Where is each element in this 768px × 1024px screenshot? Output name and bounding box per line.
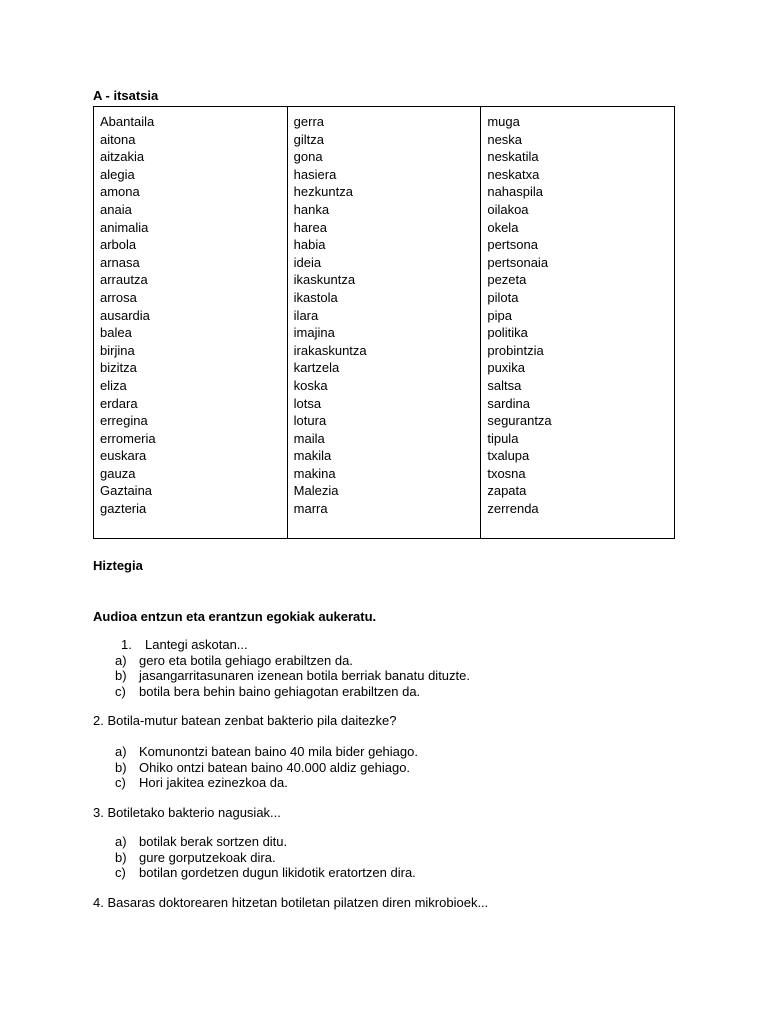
word-item: aitona: [100, 131, 136, 147]
option-marker: c): [115, 683, 126, 699]
option-marker: a): [115, 652, 127, 668]
word-item: txosna: [487, 465, 526, 481]
word-item: nahaspila: [487, 184, 543, 200]
question-2-options: [93, 744, 418, 791]
word-item: ilara: [293, 307, 319, 323]
word-item: arrautza: [100, 272, 148, 288]
word-item: erregina: [100, 413, 148, 429]
option-text: gure gorputzekoak dira.: [139, 849, 276, 865]
word-item: maila: [293, 430, 325, 446]
word-item: lotura: [293, 413, 327, 429]
list-item: [93, 760, 418, 776]
option-text: botila bera behin baino gehiagotan erabiltzen da.: [139, 683, 421, 699]
word-item: probintzia: [487, 342, 544, 358]
word-item: euskara: [100, 448, 147, 464]
word-item: hanka: [293, 201, 330, 217]
section-heading-hiztegia: Hiztegia: [93, 558, 143, 573]
word-item: tipula: [487, 430, 519, 446]
option-text: gero eta botila gehiago erabiltzen da.: [139, 652, 353, 668]
word-item: neska: [487, 131, 523, 147]
word-item: koska: [293, 377, 328, 393]
word-item: zapata: [487, 483, 527, 499]
list-item: [93, 865, 416, 881]
option-marker: b): [115, 668, 127, 683]
word-item: gauza: [100, 465, 136, 481]
option-marker: b): [115, 849, 127, 865]
word-item: animalia: [100, 219, 149, 235]
list-item: [93, 744, 418, 760]
question-1-text: Lantegi askotan...: [145, 637, 248, 652]
list-item: [93, 684, 470, 700]
word-item: politika: [487, 325, 528, 341]
option-marker: a): [115, 834, 127, 849]
option-text: Hori jakitea ezinezkoa da.: [139, 775, 288, 790]
word-item: ausardia: [100, 307, 150, 323]
word-item: Malezia: [293, 483, 339, 499]
word-item: pertsona: [487, 237, 538, 253]
word-item: hasiera: [293, 166, 337, 182]
option-marker: a): [115, 744, 127, 759]
word-item: muga: [487, 114, 520, 129]
word-item: alegia: [100, 166, 135, 182]
list-item: [93, 668, 470, 684]
option-marker: c): [115, 865, 126, 880]
word-item: kartzela: [293, 360, 340, 376]
word-table: [93, 106, 675, 539]
word-item: segurantza: [487, 413, 552, 429]
question-1: [93, 637, 470, 699]
word-item: arrosa: [100, 289, 137, 305]
word-item: amona: [100, 184, 140, 200]
word-item: okela: [487, 219, 519, 235]
question-1-stem: [93, 637, 470, 653]
word-item: txalupa: [487, 448, 530, 464]
word-item: anaia: [100, 201, 132, 217]
question-4-text: 4. Basaras doktorearen hitzetan botiletan pilatzen diren mikrobioek...: [93, 895, 489, 910]
word-item: pertsonaia: [487, 254, 549, 270]
word-item: hezkuntza: [293, 184, 353, 200]
word-item: gona: [293, 149, 323, 165]
word-column-2: [287, 107, 481, 538]
word-item: harea: [293, 219, 327, 235]
word-item: balea: [100, 325, 132, 341]
list-item: [93, 850, 416, 866]
word-item: ideia: [293, 254, 322, 270]
word-item: Abantaila: [100, 114, 155, 129]
word-item: ikaskuntza: [293, 272, 356, 288]
word-item: gerra: [293, 114, 325, 129]
word-item: aitzakia: [100, 149, 145, 165]
word-item: Gaztaina: [100, 483, 153, 499]
instruction-heading: Audioa entzun eta erantzun egokiak aukeratu.: [93, 609, 377, 624]
word-item: birjina: [100, 342, 135, 358]
list-item: [93, 775, 418, 791]
word-item: eliza: [100, 377, 127, 393]
question-1-number: 1.: [121, 637, 132, 652]
word-item: arbola: [100, 237, 137, 253]
option-text: jasangarritasunaren izenean botila berriak banatu dituzte.: [139, 668, 470, 683]
word-column-1: [94, 107, 287, 538]
word-item: habia: [293, 237, 326, 253]
word-column-3: [480, 107, 674, 538]
word-item: sardina: [487, 395, 530, 411]
word-item: makina: [293, 465, 336, 481]
word-item: neskatila: [487, 149, 539, 165]
word-item: pipa: [487, 307, 512, 323]
word-item: saltsa: [487, 377, 522, 393]
word-item: bizitza: [100, 360, 137, 376]
list-item: [93, 834, 416, 850]
word-item: imajina: [293, 325, 335, 341]
word-item: irakaskuntza: [293, 342, 367, 358]
option-text: botilak berak sortzen ditu.: [139, 834, 288, 849]
word-item: lotsa: [293, 395, 322, 411]
word-item: erromeria: [100, 430, 156, 446]
word-item: zerrenda: [487, 501, 539, 517]
list-item: [93, 653, 470, 669]
word-item: oilakoa: [487, 201, 529, 217]
option-text: botilan gordetzen dugun likidotik eratortzen dira.: [139, 865, 416, 880]
question-3-text: 3. Botiletako bakterio nagusiak...: [93, 805, 281, 820]
word-item: erdara: [100, 395, 138, 411]
word-item: pezeta: [487, 272, 527, 288]
word-item: makila: [293, 448, 332, 464]
question-2-text: 2. Botila-mutur batean zenbat bakterio pila daitezke?: [93, 713, 397, 728]
page-title: A - itsatsia: [93, 88, 159, 103]
word-item: puxika: [487, 360, 525, 376]
word-item: pilota: [487, 289, 519, 305]
word-item: gazteria: [100, 501, 147, 517]
option-text: Komunontzi batean baino 40 mila bider gehiago.: [139, 744, 418, 759]
option-marker: c): [115, 775, 126, 790]
word-item: neskatxa: [487, 166, 540, 182]
word-item: arnasa: [100, 254, 140, 270]
word-item: giltza: [293, 131, 325, 147]
option-marker: b): [115, 759, 127, 775]
question-3-options: [93, 834, 416, 881]
word-item: marra: [293, 501, 328, 517]
word-item: ikastola: [293, 289, 338, 305]
option-text: Ohiko ontzi batean baino 40.000 aldiz gehiago.: [139, 759, 411, 775]
